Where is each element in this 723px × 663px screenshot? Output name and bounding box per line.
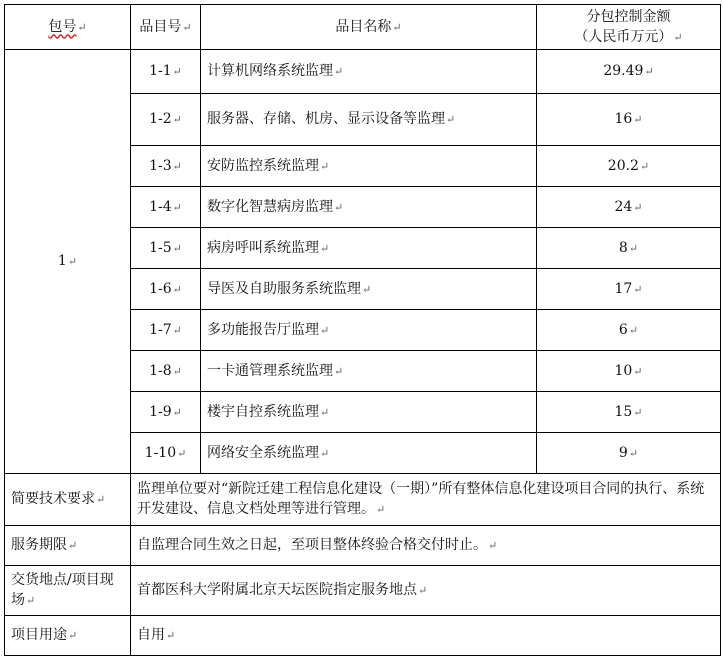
paragraph-mark: ↵ <box>320 241 330 255</box>
item-name: 一卡通管理系统监理 <box>207 362 333 379</box>
paragraph-mark: ↵ <box>96 493 106 506</box>
item-name: 多功能报告厅监理 <box>207 321 319 338</box>
project-usage-label-cell <box>5 616 131 656</box>
item-name-cell <box>201 269 537 310</box>
header-package-no <box>5 5 131 50</box>
item-no: 1-9 <box>149 403 172 420</box>
table-header-row <box>5 5 721 50</box>
item-amount-cell <box>537 94 721 146</box>
paragraph-mark: ↵ <box>67 255 78 268</box>
item-no-cell <box>131 187 201 228</box>
item-amount-cell <box>537 433 721 474</box>
item-amount: 16 <box>614 111 633 127</box>
item-name-cell <box>201 392 537 433</box>
item-amount: 20.2 <box>607 157 639 174</box>
item-no: 1-7 <box>149 321 172 338</box>
item-name-cell <box>201 433 537 474</box>
project-usage-value-cell <box>131 616 721 656</box>
paragraph-mark: ↵ <box>334 364 344 378</box>
delivery-location-label: 交货地点/项目现场 <box>11 572 114 608</box>
package-cell <box>5 50 131 474</box>
header-amount <box>537 5 721 50</box>
item-amount-cell <box>537 269 721 310</box>
item-name: 网络安全系统监理 <box>207 444 319 461</box>
paragraph-mark: ↵ <box>673 30 683 44</box>
project-usage-label: 项目用途 <box>11 627 67 643</box>
item-amount-cell <box>537 392 721 433</box>
paragraph-mark: ↵ <box>172 282 182 296</box>
item-no-cell <box>131 269 201 310</box>
item-name-cell <box>201 187 537 228</box>
item-no: 1-3 <box>149 157 172 174</box>
tech-requirements-label: 简要技术要求 <box>11 491 95 507</box>
item-amount-cell <box>537 50 721 94</box>
service-period-value-cell <box>131 526 721 566</box>
paragraph-mark: ↵ <box>488 539 498 552</box>
item-amount-cell <box>537 187 721 228</box>
header-item-no-text: 品目号 <box>139 18 182 35</box>
item-amount: 29.49 <box>603 63 644 79</box>
paragraph-mark: ↵ <box>182 20 192 34</box>
item-no: 1-10 <box>144 444 177 461</box>
item-no-cell <box>131 146 201 187</box>
paragraph-mark: ↵ <box>172 364 182 378</box>
paragraph-mark: ↵ <box>320 405 330 419</box>
paragraph-mark: ↵ <box>633 282 643 296</box>
service-period-label: 服务期限 <box>11 537 67 553</box>
paragraph-mark: ↵ <box>68 629 78 642</box>
table-row <box>5 50 721 94</box>
paragraph-mark: ↵ <box>172 405 182 419</box>
paragraph-mark: ↵ <box>177 446 187 460</box>
paragraph-mark: ↵ <box>77 20 87 34</box>
paragraph-mark: ↵ <box>26 594 36 607</box>
paragraph-mark: ↵ <box>633 200 643 214</box>
paragraph-mark: ↵ <box>628 241 639 255</box>
paragraph-mark: ↵ <box>320 446 330 460</box>
header-amount-line1: 分包控制金额 <box>586 8 671 25</box>
header-item-name-text: 品目名称 <box>335 18 392 35</box>
paragraph-mark: ↵ <box>639 159 650 173</box>
header-amount-line2: （人民币万元） <box>574 28 673 45</box>
item-no: 1-6 <box>149 280 172 297</box>
paragraph-mark: ↵ <box>418 584 428 597</box>
paragraph-mark: ↵ <box>392 20 402 34</box>
item-name: 导医及自助服务系统监理 <box>207 280 361 297</box>
paragraph-mark: ↵ <box>628 323 639 337</box>
item-name: 计算机网络系统监理 <box>207 63 333 79</box>
delivery-location-value: 首都医科大学附属北京天坛医院指定服务地点 <box>137 582 417 598</box>
project-usage-value: 自用 <box>137 627 165 643</box>
item-name: 服务器、存储、机房、显示设备等监理 <box>207 111 445 127</box>
procurement-table <box>4 4 721 656</box>
paragraph-mark: ↵ <box>172 200 182 214</box>
item-no: 1-2 <box>149 111 172 127</box>
paragraph-mark: ↵ <box>172 113 182 126</box>
item-no: 1-4 <box>149 198 172 215</box>
item-name-cell <box>201 310 537 351</box>
item-name-cell <box>201 228 537 269</box>
item-no-cell <box>131 351 201 392</box>
item-amount: 8 <box>618 239 628 256</box>
header-package-no-text: 包号 <box>48 18 77 35</box>
item-amount: 10 <box>614 362 633 379</box>
paragraph-mark: ↵ <box>362 282 372 296</box>
header-item-no <box>131 5 201 50</box>
item-amount: 15 <box>614 403 633 420</box>
paragraph-mark: ↵ <box>172 65 182 78</box>
item-name-cell <box>201 351 537 392</box>
paragraph-mark: ↵ <box>68 539 78 552</box>
tech-requirements-label-cell <box>5 474 131 526</box>
service-period-label-cell <box>5 526 131 566</box>
item-no-cell <box>131 392 201 433</box>
item-amount-cell <box>537 146 721 187</box>
item-no: 1-1 <box>149 63 172 79</box>
item-no: 1-5 <box>149 239 172 256</box>
project-usage-row <box>5 616 721 656</box>
item-amount: 24 <box>614 198 633 215</box>
item-amount-cell <box>537 228 721 269</box>
item-name-cell <box>201 94 537 146</box>
paragraph-mark: ↵ <box>633 405 643 419</box>
item-amount: 17 <box>614 280 633 297</box>
paragraph-mark: ↵ <box>172 159 182 173</box>
item-no-cell <box>131 310 201 351</box>
delivery-location-value-cell <box>131 566 721 616</box>
item-amount-cell <box>537 310 721 351</box>
paragraph-mark: ↵ <box>334 65 344 78</box>
paragraph-mark: ↵ <box>334 200 344 214</box>
paragraph-mark: ↵ <box>172 323 182 337</box>
item-no-cell <box>131 228 201 269</box>
paragraph-mark: ↵ <box>633 364 643 378</box>
tech-requirements-value-cell <box>131 474 721 526</box>
tech-requirements-row <box>5 474 721 526</box>
paragraph-mark: ↵ <box>633 113 643 126</box>
item-no: 1-8 <box>149 362 172 379</box>
item-amount-cell <box>537 351 721 392</box>
paragraph-mark: ↵ <box>376 503 386 516</box>
item-no-cell <box>131 433 201 474</box>
service-period-row <box>5 526 721 566</box>
paragraph-mark: ↵ <box>166 629 176 642</box>
item-name-cell <box>201 50 537 94</box>
service-period-value: 自监理合同生效之日起，至项目整体终验合格交付时止。 <box>137 537 487 553</box>
item-amount: 9 <box>618 444 628 461</box>
item-name: 数字化智慧病房监理 <box>207 198 333 215</box>
delivery-location-label-cell <box>5 566 131 616</box>
item-amount: 6 <box>618 321 628 338</box>
tech-requirements-value: 监理单位要对“新院迁建工程信息化建设（一期）”所有整体信息化建设项目合同的执行、系统开发建设、信息文档处理等进行管理。 <box>137 481 705 517</box>
package-no: 1 <box>57 253 67 269</box>
item-name: 安防监控系统监理 <box>207 157 319 174</box>
paragraph-mark: ↵ <box>628 446 639 460</box>
delivery-location-row <box>5 566 721 616</box>
paragraph-mark: ↵ <box>320 323 330 337</box>
item-no-cell <box>131 50 201 94</box>
item-name: 楼宇自控系统监理 <box>207 403 319 420</box>
paragraph-mark: ↵ <box>320 159 330 173</box>
paragraph-mark: ↵ <box>644 65 654 78</box>
header-item-name <box>201 5 537 50</box>
paragraph-mark: ↵ <box>172 241 182 255</box>
paragraph-mark: ↵ <box>446 113 456 126</box>
item-name-cell <box>201 146 537 187</box>
item-no-cell <box>131 94 201 146</box>
item-name: 病房呼叫系统监理 <box>207 239 319 256</box>
